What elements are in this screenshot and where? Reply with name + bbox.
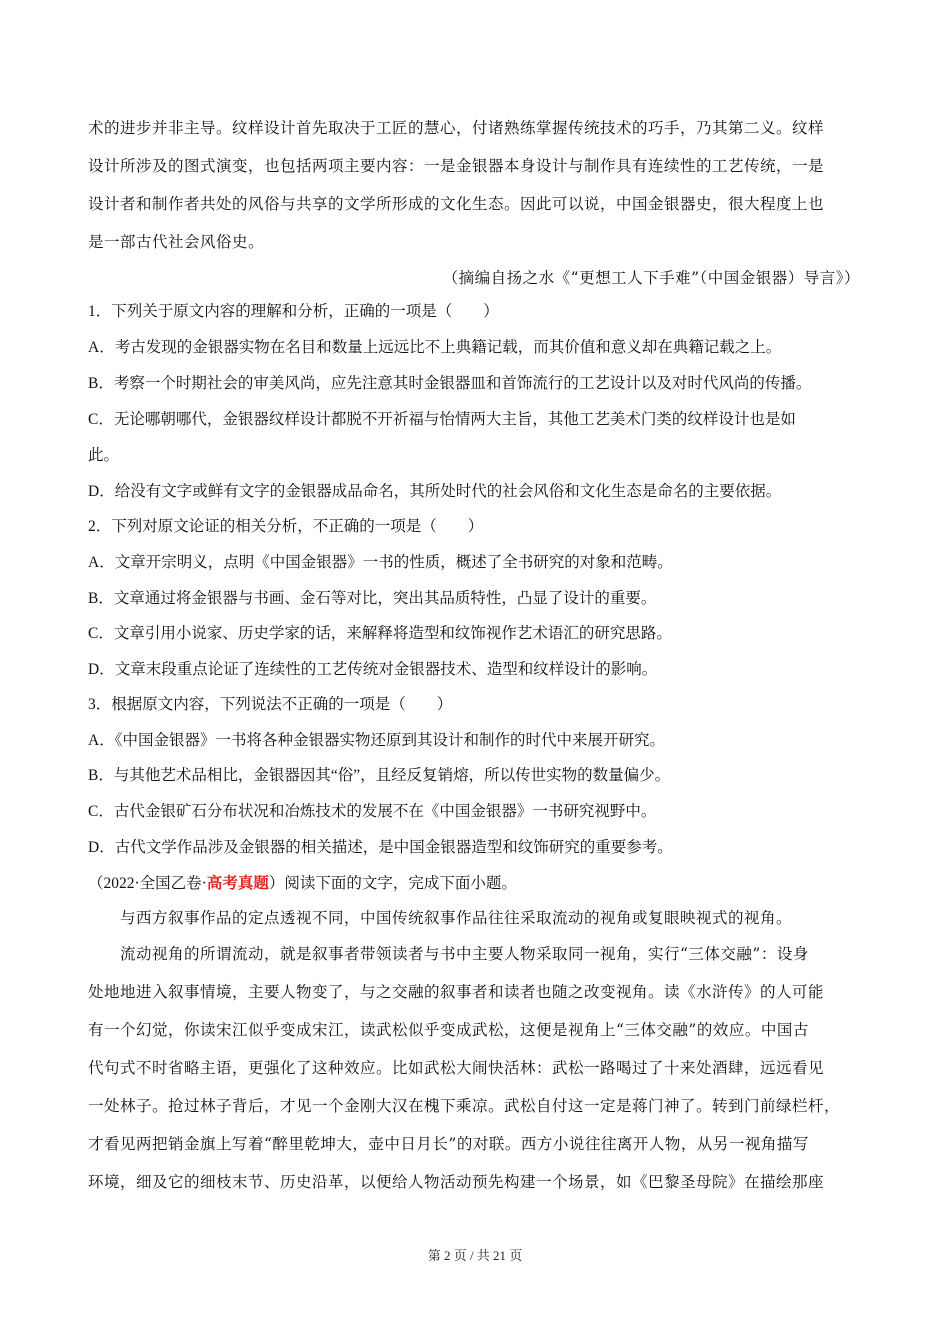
question-stem: 3．根据原文内容，下列说法不正确的一项是（ ）	[88, 696, 453, 713]
question-option: D．古代文学作品涉及金银器的相关描述，是中国金银器造型和纹饰研究的重要参考。	[88, 839, 673, 856]
exam-intro	[88, 873, 860, 895]
exam-source-highlight: 高考真题	[206, 875, 269, 892]
passage-line: 设计者和制作者共处的风俗与共享的文学所形成的文化生态。因此可以说，中国金银器史，很大程度上也	[88, 195, 825, 213]
exam-intro-prefix: （2022·全国乙卷·	[88, 875, 207, 892]
question-option: D．文章末段重点论证了连续性的工艺传统对金银器技术、造型和纹样设计的影响。	[88, 661, 658, 678]
question-option: A．《中国金银器》一书将各种金银器实物还原到其设计和制作的时代中来展开研究。	[88, 732, 665, 749]
question-option: A．文章开宗明义，点明《中国金银器》一书的性质，概述了全书研究的对象和范畴。	[88, 554, 673, 571]
page-number-footer: 第 2 页 / 共 21 页	[427, 1248, 523, 1263]
question-option: C．文章引用小说家、历史学家的话，来解释将造型和纹饰视作艺术语汇的研究思路。	[88, 625, 672, 642]
passage-line: 设计所涉及的图式演变，也包括两项主要内容：一是金银器本身设计与制作具有连续性的工艺传统，一是	[88, 157, 825, 175]
passage-line: 是一部古代社会风俗史。	[88, 233, 265, 251]
question-stem: 1．下列关于原文内容的理解和分析，正确的一项是（ ）	[88, 303, 499, 320]
passage-line: 代句式不时省略主语，更强化了这种效应。比如武松大闹快活林：武松一路喝过了十来处酒肆，远远看见	[88, 1059, 825, 1077]
passage-line: 与西方叙事作品的定点透视不同，中国传统叙事作品往往采取流动的视角或复眼映视式的视角。	[120, 909, 793, 927]
question-option: A．考古发现的金银器实物在名目和数量上远远比不上典籍记载，而其价值和意义却在典籍记载之上。	[88, 339, 782, 356]
question-option: B．文章通过将金银器与书画、金石等对比，突出其品质特性，凸显了设计的重要。	[88, 590, 657, 607]
question-option: B．考察一个时期社会的审美风尚，应先注意其时金银器皿和首饰流行的工艺设计以及对时代风尚的传播。	[88, 375, 812, 392]
question-option: C．无论哪朝哪代，金银器纹样设计都脱不开祈福与怡情两大主旨，其他工艺美术门类的纹样设计也是如	[88, 411, 796, 428]
passage-line: 环境，细及它的细枝末节、历史沿革，以便给人物活动预先构建一个场景，如《巴黎圣母院》在描绘那座	[88, 1173, 825, 1191]
question-option: B．与其他艺术品相比，金银器因其“俗”，且经反复销熔，所以传世实物的数量偏少。	[88, 767, 671, 784]
passage-line: 处地地进入叙事情境，主要人物变了，与之交融的叙事者和读者也随之改变视角。读《水浒传》的人可能	[88, 983, 825, 1001]
passage-line: 有一个幻觉，你读宋江似乎变成宋江，读武松似乎变成武松，这便是视角上“三体交融”的效应。中国古	[88, 1021, 809, 1039]
source-citation: （摘编自扬之水《“更想工人下手难”（中国金银器）导言》）	[442, 269, 860, 287]
passage-line: 才看见两把销金旗上写着“醉里乾坤大，壶中日月长”的对联。西方小说往往离开人物，从另一视角描写	[88, 1135, 809, 1153]
question-option: 此。	[88, 447, 120, 464]
exam-intro-suffix: ）阅读下面的文字，完成下面小题。	[268, 875, 517, 892]
question-stem: 2．下列对原文论证的相关分析，不正确的一项是（ ）	[88, 518, 484, 535]
passage-line: 流动视角的所谓流动，就是叙事者带领读者与书中主要人物采取同一视角，实行“三体交融”：设身	[120, 945, 809, 963]
passage-line: 一处林子。抢过林子背后，才见一个金刚大汉在槐下乘凉。武松自付这一定是蒋门神了。转到门前绿栏杆，	[88, 1097, 841, 1115]
question-option: D．给没有文字或鲜有文字的金银器成品命名，其所处时代的社会风俗和文化生态是命名的主要依据。	[88, 483, 782, 500]
question-option: C．古代金银矿石分布状况和冶炼技术的发展不在《中国金银器》一书研究视野中。	[88, 803, 657, 820]
passage-line: 术的进步并非主导。纹样设计首先取决于工匠的慧心，付诸熟练掌握传统技术的巧手，乃其第二义。纹样	[88, 119, 825, 137]
